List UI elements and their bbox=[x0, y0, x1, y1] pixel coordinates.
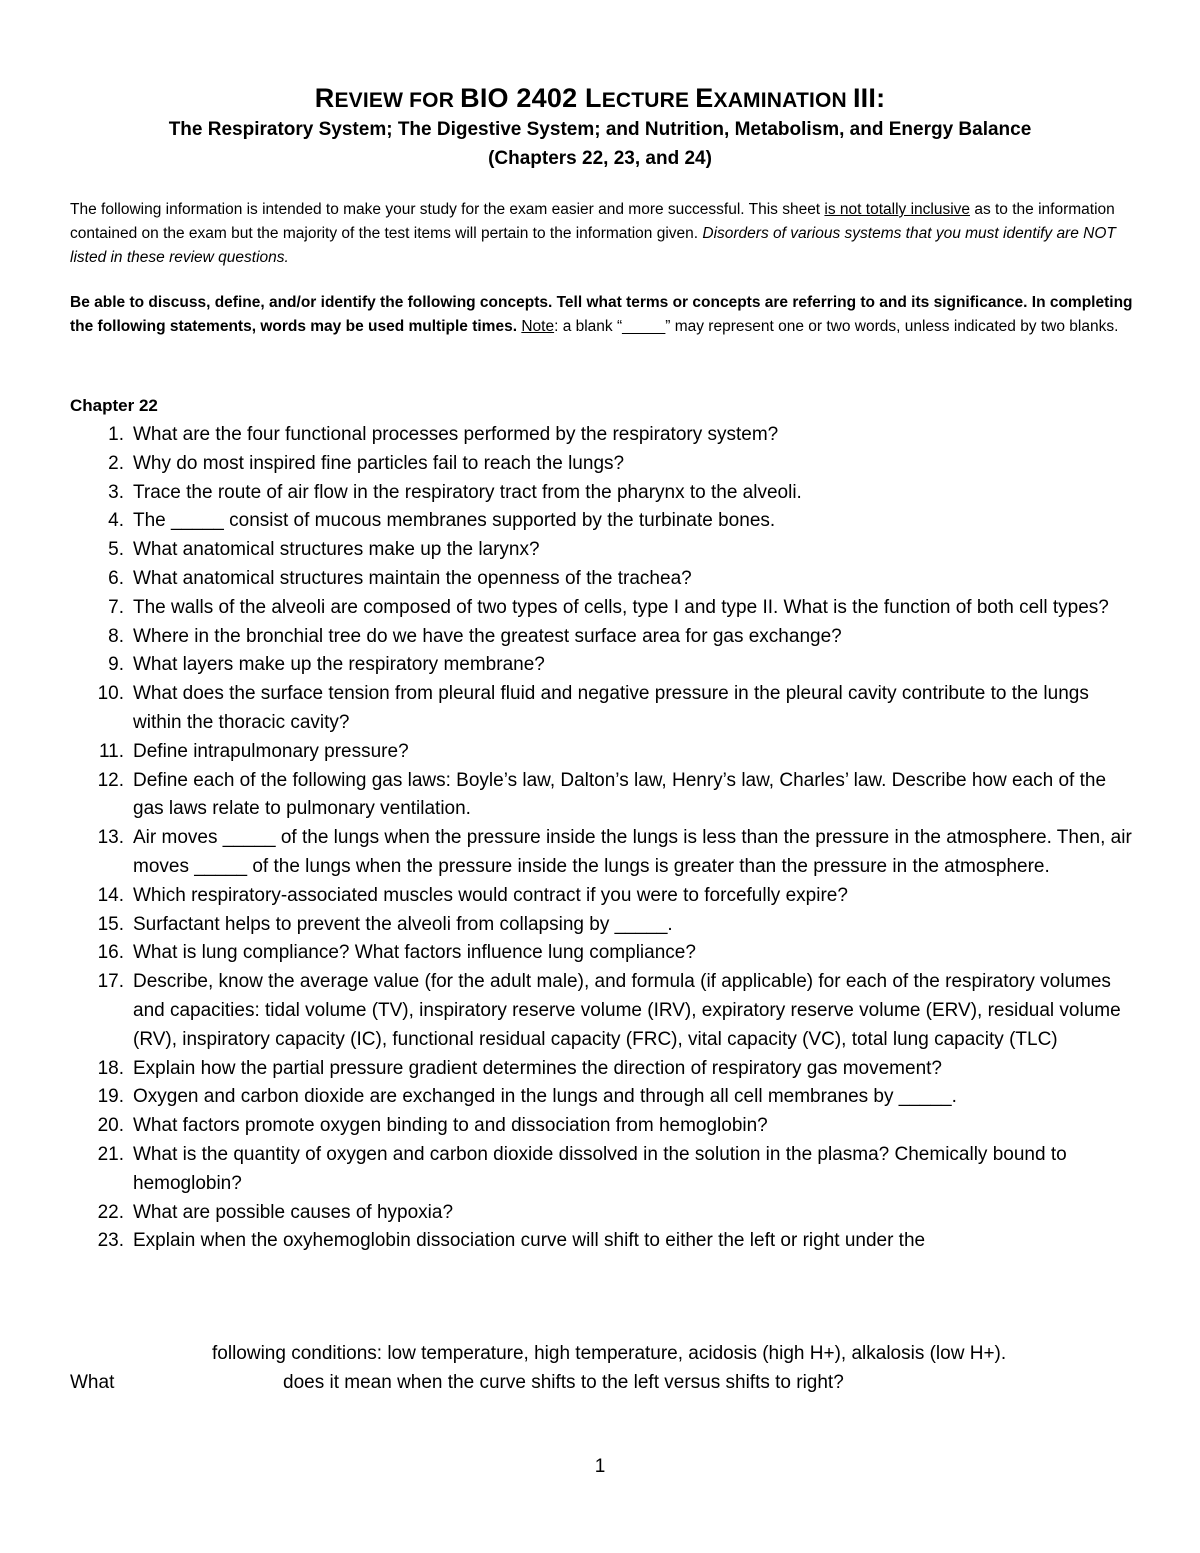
question-item bbox=[70, 507, 1140, 536]
question-item bbox=[70, 1227, 1140, 1256]
question-item bbox=[70, 911, 1140, 940]
question-text: What anatomical structures make up the larynx? bbox=[133, 539, 540, 561]
question-number: 9. bbox=[108, 654, 124, 676]
concepts-instructions: Be able to discuss, define, and/or identify the following concepts. Tell what terms or concepts are referring to and its significance. In completing the following statements, words may be used multiple times. bbox=[70, 294, 1133, 335]
question-23-final: does it mean when the curve shifts to the left versus shifts to right? bbox=[283, 1372, 844, 1393]
intro-underlined: is not totally inclusive bbox=[824, 201, 971, 218]
chapters-subtitle: (Chapters 22, 23, and 24) bbox=[488, 148, 712, 169]
question-number: 6. bbox=[108, 567, 124, 589]
question-number: 11. bbox=[98, 740, 124, 762]
question-number: 20. bbox=[97, 1115, 124, 1137]
question-item bbox=[70, 479, 1140, 508]
question-item bbox=[70, 594, 1140, 623]
question-number: 12. bbox=[97, 769, 124, 791]
question-item bbox=[70, 738, 1140, 767]
chapter-heading: Chapter 22 bbox=[70, 396, 158, 415]
question-text: Trace the route of air flow in the respiratory tract from the pharynx to the alveoli. bbox=[133, 481, 802, 503]
question-number: 7. bbox=[108, 596, 124, 618]
page-number: 1 bbox=[594, 1456, 606, 1477]
title-part: BIO 2402 L bbox=[460, 83, 602, 113]
question-23-what: What bbox=[70, 1372, 115, 1393]
intro-italic: Disorders of various systems that you must identify are NOT listed in these review questions. bbox=[70, 225, 1116, 266]
question-item bbox=[70, 824, 1140, 882]
question-text: Explain when the oxyhemoglobin dissociation curve will shift to either the left or right under the bbox=[133, 1230, 926, 1252]
question-text: What does the surface tension from pleural fluid and negative pressure in the pleural cavity contribute to the lungs within the thoracic cavity? bbox=[133, 683, 1089, 733]
question-item bbox=[70, 968, 1140, 1054]
question-item bbox=[70, 1199, 1140, 1228]
question-text: What is lung compliance? What factors influence lung compliance? bbox=[133, 942, 696, 964]
question-item bbox=[70, 1083, 1140, 1112]
question-item bbox=[70, 680, 1140, 738]
question-text: Why do most inspired fine particles fail to reach the lungs? bbox=[133, 452, 625, 474]
title-part: E bbox=[695, 83, 714, 113]
question-number: 5. bbox=[108, 539, 124, 561]
intro-paragraph bbox=[70, 198, 1134, 270]
question-number: 1. bbox=[108, 424, 124, 445]
page-subtitle: The Respiratory System; The Digestive System; and Nutrition, Metabolism, and Energy Balance bbox=[168, 119, 1032, 140]
question-number: 18. bbox=[97, 1057, 124, 1079]
question-item bbox=[70, 421, 1140, 450]
question-number: 22. bbox=[97, 1201, 124, 1223]
intro-text-2: as to the information contained on the exam but the majority of the test items will pertain to the information given. bbox=[70, 201, 1115, 242]
question-text: The walls of the alveoli are composed of two types of cells, type I and type II. What is the function of both cell types? bbox=[133, 596, 1109, 618]
question-number: 16. bbox=[97, 942, 124, 964]
question-text: The _____ consist of mucous membranes supported by the turbinate bones. bbox=[133, 510, 776, 532]
question-number: 2. bbox=[108, 452, 124, 474]
question-item bbox=[70, 1112, 1140, 1141]
question-text: Describe, know the average value (for the adult male), and formula (if applicable) for each of the respiratory volumes and capacities: tidal volume (TV), inspiratory reserve volume (IRV), expiratory reserve volume (ERV), residual volume (RV), inspiratory capacity (IC), functional residual capacity (FRC), vital capacity (VC), total lung capacity (TLC) bbox=[133, 971, 1121, 1050]
concepts-paragraph bbox=[70, 291, 1134, 339]
question-text: Explain how the partial pressure gradient determines the direction of respiratory gas movement? bbox=[133, 1057, 942, 1079]
question-text: What anatomical structures maintain the openness of the trachea? bbox=[133, 567, 692, 589]
question-item bbox=[70, 882, 1140, 911]
question-number: 4. bbox=[108, 510, 124, 532]
question-text: What is the quantity of oxygen and carbon dioxide dissolved in the solution in the plasma? Chemically bound to hemoglobin? bbox=[133, 1143, 1067, 1194]
question-number: 10. bbox=[97, 683, 124, 705]
question-item bbox=[70, 536, 1140, 565]
question-number: 15. bbox=[97, 913, 124, 935]
question-item bbox=[70, 565, 1140, 594]
intro-text: The following information is intended to make your study for the exam easier and more successful. This sheet bbox=[70, 201, 825, 218]
title-part: EVIEW FOR bbox=[334, 89, 461, 112]
page-title bbox=[0, 82, 1200, 117]
title-part: R bbox=[314, 83, 335, 113]
question-text: What are possible causes of hypoxia? bbox=[133, 1201, 454, 1223]
question-number: 13. bbox=[97, 827, 124, 849]
question-number: 21. bbox=[97, 1143, 124, 1165]
question-item bbox=[70, 1055, 1140, 1084]
question-item bbox=[70, 939, 1140, 968]
question-text: Define intrapulmonary pressure? bbox=[133, 740, 409, 762]
question-list bbox=[70, 421, 1140, 1256]
question-text: Oxygen and carbon dioxide are exchanged in the lungs and through all cell membranes by _____. bbox=[133, 1086, 957, 1108]
question-item bbox=[70, 651, 1140, 680]
question-text: Where in the bronchial tree do we have the greatest surface area for gas exchange? bbox=[133, 625, 842, 647]
question-item bbox=[70, 623, 1140, 652]
title-part: ECTURE bbox=[601, 89, 696, 112]
question-number: 19. bbox=[97, 1086, 124, 1108]
question-text: Air moves _____ of the lungs when the pressure inside the lungs is less than the pressure in the atmosphere. Then, air moves _____ of the lungs when the pressure inside the lungs is greater than the pressure in the atmosphere. bbox=[133, 827, 1132, 877]
question-number: 8. bbox=[108, 625, 124, 647]
question-text: What are the four functional processes performed by the respiratory system? bbox=[133, 424, 779, 445]
question-item bbox=[70, 767, 1140, 825]
question-text: Surfactant helps to prevent the alveoli from collapsing by _____. bbox=[133, 913, 673, 935]
question-number: 17. bbox=[97, 971, 124, 993]
question-text: Define each of the following gas laws: Boyle’s law, Dalton’s law, Henry’s law, Charles’ law. Describe how each of the gas laws relate to pulmonary ventilation. bbox=[133, 769, 1107, 820]
question-text: What layers make up the respiratory membrane? bbox=[133, 654, 545, 676]
question-text: What factors promote oxygen binding to and dissociation from hemoglobin? bbox=[133, 1115, 768, 1137]
title-part: III: bbox=[852, 83, 886, 113]
note-label: Note bbox=[521, 318, 555, 335]
question-number: 23. bbox=[97, 1230, 124, 1252]
question-text: Which respiratory-associated muscles would contract if you were to forcefully expire? bbox=[133, 884, 848, 906]
question-number: 14. bbox=[97, 884, 124, 906]
title-part: XAMINATION bbox=[713, 89, 853, 112]
question-number: 3. bbox=[108, 481, 124, 503]
question-item bbox=[70, 1141, 1140, 1199]
note-text: : a blank “_____” may represent one or two words, unless indicated by two blanks. bbox=[554, 318, 1119, 335]
question-item bbox=[70, 450, 1140, 479]
question-23-continued: following conditions: low temperature, high temperature, acidosis (high H+), alkalosis (low H+). bbox=[212, 1343, 1007, 1364]
